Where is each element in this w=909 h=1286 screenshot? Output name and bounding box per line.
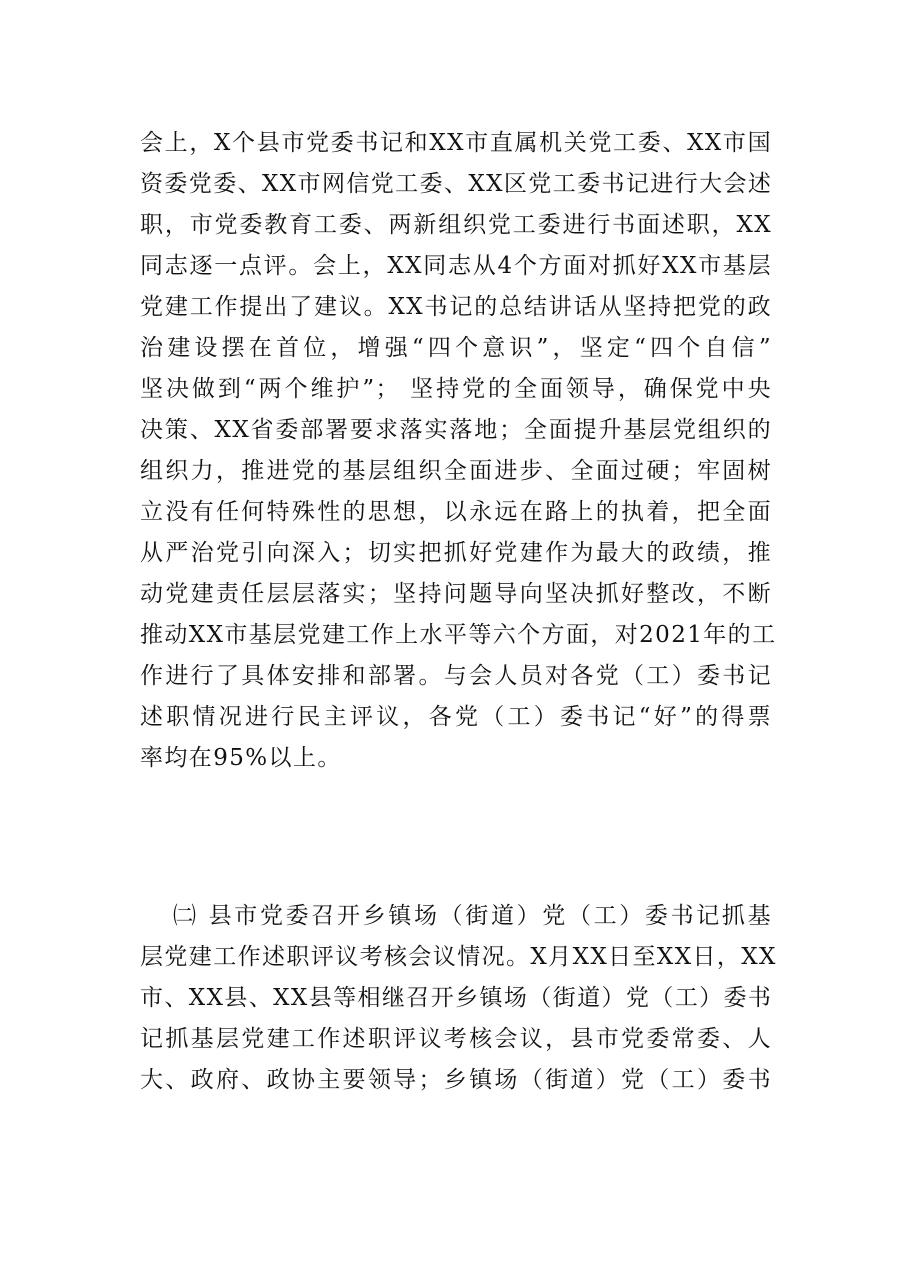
paragraph-1 [140, 123, 777, 779]
text-line: 作进行了具体安排和部署。与会人员对各党（工）委书记 [140, 663, 772, 689]
text-line: 市、XX县、XX县等相继召开乡镇场（街道）党（工）委书 [140, 985, 773, 1011]
text-line: 大、政府、政协主要领导；乡镇场（街道）党（工）委书 [140, 1067, 772, 1093]
text-line: 从严治党引向深入；切实把抓好党建作为最大的政绩，推 [140, 540, 772, 566]
text-line: 立没有任何特殊性的思想，以永远在路上的执着，把全面 [140, 499, 772, 525]
text-line: 记抓基层党建工作述职评议考核会议，县市党委常委、人 [140, 1026, 772, 1052]
text-line: 党建工作提出了建议。XX书记的总结讲话从坚持把党的政 [140, 294, 772, 320]
text-line: 层党建工作述职评议考核会议情况。X月XX日至XX日，XX [140, 944, 777, 970]
text-line: 同志逐一点评。会上，XX同志从4个方面对抓好XX市基层 [140, 253, 772, 279]
text-line: 坚决做到“两个维护”； 坚持党的全面领导，确保党中央 [140, 376, 772, 402]
text-line: 动党建责任层层落实；坚持问题导向坚决抓好整改，不断 [140, 581, 772, 607]
text-line: 决策、XX省委部署要求落实落地；全面提升基层党组织的 [140, 417, 772, 443]
text-line: 职，市党委教育工委、两新组织党工委进行书面述职，XX [140, 212, 772, 238]
paragraph-2 [140, 896, 777, 1101]
text-line: 组织力，推进党的基层组织全面进步、全面过硬；牢固树 [140, 458, 772, 484]
text-line: ㈡ 县市党委召开乡镇场（街道）党（工）委书记抓基 [173, 903, 772, 929]
text-line: 率均在95%以上。 [140, 745, 342, 771]
text-line: 述职情况进行民主评议，各党（工）委书记“好”的得票 [140, 704, 772, 730]
text-line: 治建设摆在首位，增强“四个意识”，坚定“四个自信” [140, 335, 772, 361]
text-line: 资委党委、XX市网信党工委、XX区党工委书记进行大会述 [140, 171, 773, 197]
text-line: 会上，X个县市党委书记和XX市直属机关党工委、XX市国 [140, 130, 772, 156]
text-line: 推动XX市基层党建工作上水平等六个方面，对2021年的工 [140, 622, 777, 648]
